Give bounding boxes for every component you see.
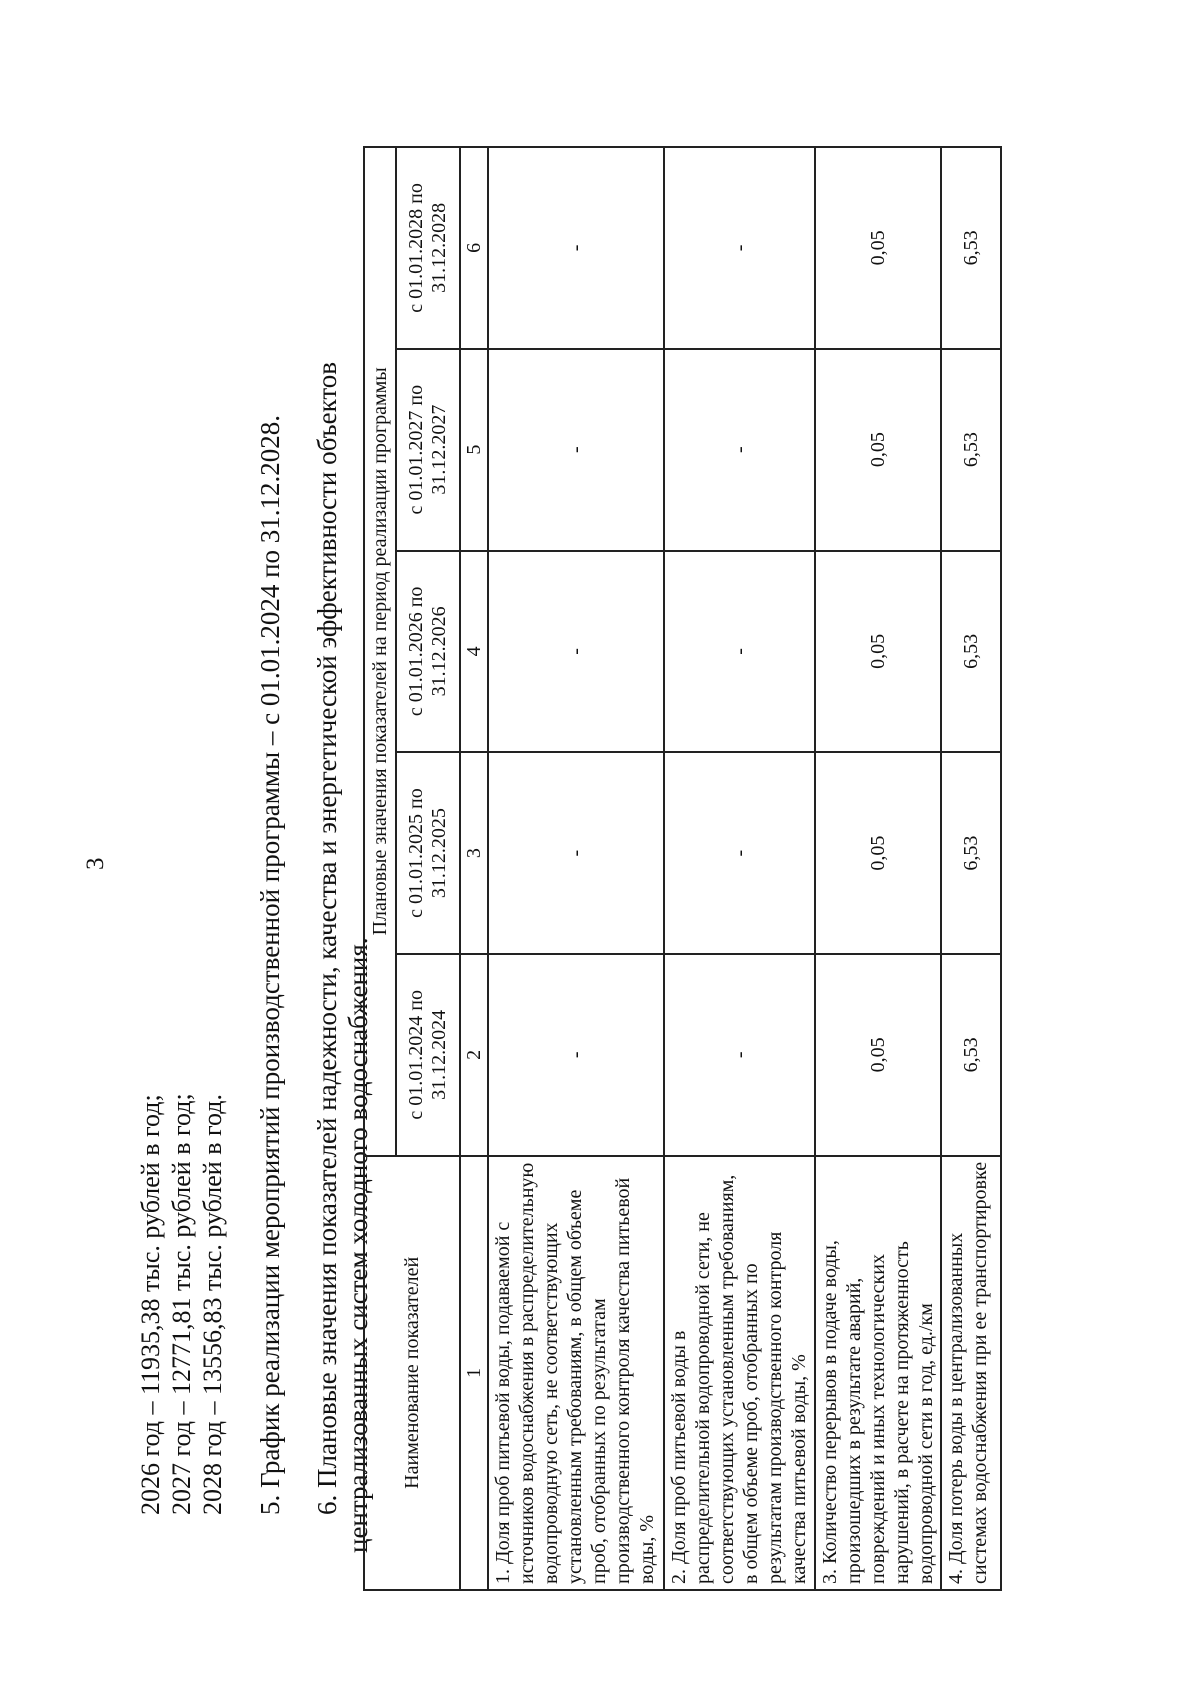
indicator-name: 4. Доля потерь воды в централизованных системах водоснабжения при ее транспортировке: [941, 1156, 1001, 1590]
indicator-name: 3. Количество перерывов в подаче воды, произошедших в результате аварий, повреждений и иных технологических нарушений, в расчете на протяженность водопроводной сети в год, ед./км: [815, 1156, 941, 1590]
indicator-value: 6,53: [941, 954, 1001, 1156]
indicator-value: -: [488, 954, 664, 1156]
annual-costs-list: [135, 1093, 228, 1515]
section-6-heading: 6. Плановые значения показателей надежности, качества и энергетической эффективности объектов централизованных систем холодного водоснабжения.: [312, 361, 373, 1553]
indicator-value: -: [488, 147, 664, 349]
period-header-2026: с 01.01.2026 по 31.12.2026: [396, 551, 460, 753]
table-row: [488, 147, 664, 1590]
planned-values-group-header: Плановые значения показателей на период реализации программы: [364, 147, 396, 1156]
cost-line-2027: 2027 год – 12771,81 тыс. рублей в год;: [167, 1093, 196, 1515]
indicator-value: 0,05: [815, 752, 941, 954]
indicator-value: -: [488, 349, 664, 551]
indicator-value: -: [488, 752, 664, 954]
table-row: [664, 147, 815, 1590]
period-header-2027: с 01.01.2027 по 31.12.2027: [396, 349, 460, 551]
indicator-value: -: [664, 752, 815, 954]
indicator-value: -: [664, 349, 815, 551]
period-header-2024: с 01.01.2024 по 31.12.2024: [396, 954, 460, 1156]
indicator-value: 6,53: [941, 752, 1001, 954]
indicator-value: 6,53: [941, 147, 1001, 349]
indicator-value: 6,53: [941, 551, 1001, 753]
indicators-table: [363, 146, 1002, 1591]
indicator-value: -: [488, 551, 664, 753]
table-row: [941, 147, 1001, 1590]
page-number: 3: [82, 857, 109, 870]
indicator-name: 1. Доля проб питьевой воды, подаваемой с источников водоснабжения в распределительную водопроводную сеть, не соответствующих установленным требованиям, в общем объеме проб, отобранных по результатам производственного контроля качества питьевой воды, %: [488, 1156, 664, 1590]
indicator-value: 6,53: [941, 349, 1001, 551]
column-number: 4: [460, 551, 488, 753]
column-number: 3: [460, 752, 488, 954]
column-number: 1: [460, 1156, 488, 1590]
period-header-2025: с 01.01.2025 по 31.12.2025: [396, 752, 460, 954]
cost-line-2028: 2028 год – 13556,83 тыс. рублей в год.: [198, 1094, 227, 1515]
column-number: 5: [460, 349, 488, 551]
indicator-name: 2. Доля проб питьевой воды в распределительной водопроводной сети, не соответствующих установленным требованиям, в общем объеме проб, отобранных по результатам производственного контроля качества питьевой воды, %: [664, 1156, 815, 1590]
indicator-value: -: [664, 954, 815, 1156]
table-row: [815, 147, 941, 1590]
indicator-name-header: Наименование показателей: [364, 1156, 460, 1590]
indicator-value: -: [664, 551, 815, 753]
indicator-value: -: [664, 147, 815, 349]
cost-line-2026: 2026 год – 11935,38 тыс. рублей в год;: [136, 1094, 165, 1515]
indicator-value: 0,05: [815, 551, 941, 753]
indicator-value: 0,05: [815, 954, 941, 1156]
period-header-2028: с 01.01.2028 по 31.12.2028: [396, 147, 460, 349]
column-number: 6: [460, 147, 488, 349]
section-5-schedule: 5. График реализации мероприятий производственной программы – с 01.01.2024 по 31.12.2028.: [255, 414, 285, 1515]
column-number: 2: [460, 954, 488, 1156]
indicator-value: 0,05: [815, 349, 941, 551]
indicator-value: 0,05: [815, 147, 941, 349]
